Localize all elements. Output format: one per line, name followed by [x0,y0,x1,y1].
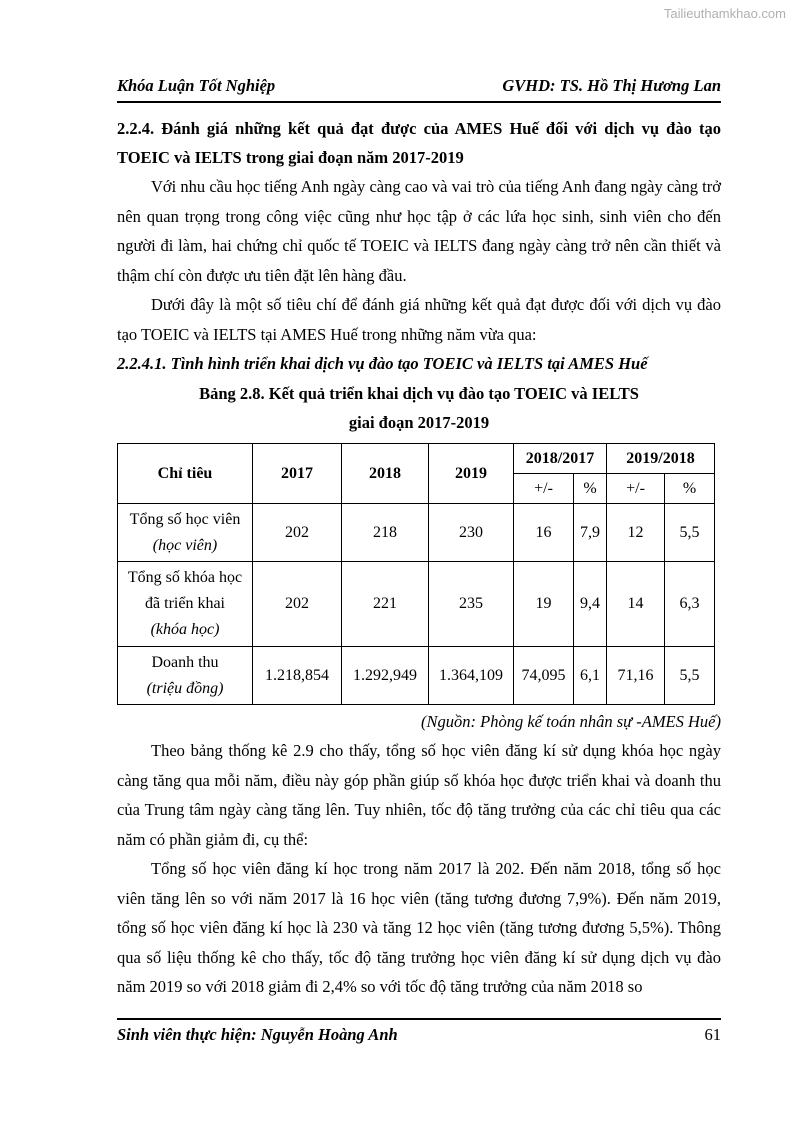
th-2019-2018: 2019/2018 [607,444,715,474]
cell-diff-1: 74,095 [514,647,574,705]
cell-2018: 1.292,949 [342,647,429,705]
table-row [118,647,715,705]
cell-pct-2: 5,5 [665,504,715,562]
cell-2018: 218 [342,504,429,562]
table-title-line2: giai đoạn 2017-2019 [348,413,490,432]
cell-2018: 221 [342,562,429,647]
th-2018: 2018 [342,444,429,504]
paragraph-1: Với nhu cầu học tiếng Anh ngày càng cao và vai trò của tiếng Anh đang ngày càng trở nên quan trọng trong công việc cũng như học tập ở các lứa học sinh, sinh viên cho đến người đi làm, hai chứng chỉ quốc tế TOEIC và IELTS đang ngày càng trở nên cần thiết và thậm chí còn được ưu tiên đặt lên hàng đầu. [117,177,721,285]
row-unit: (triệu đồng) [146,679,224,697]
cell-2017: 202 [253,504,342,562]
cell-pct-1: 9,4 [574,562,607,647]
table-title-line1: Bảng 2.8. Kết quả triển khai dịch vụ đào tạo TOEIC và IELTS [199,384,639,403]
cell-2017: 1.218,854 [253,647,342,705]
th-pm-2: +/- [607,474,665,504]
th-2018-2017: 2018/2017 [514,444,607,474]
cell-diff-1: 19 [514,562,574,647]
header-left: Khóa Luận Tốt Nghiệp [117,76,276,95]
table-row [118,562,715,647]
header-right: GVHD: TS. Hồ Thị Hương Lan [502,76,721,95]
row-name: Doanh thu [151,653,219,671]
footer-student: Sinh viên thực hiện: Nguyễn Hoàng Anh [117,1025,398,1044]
th-2019: 2019 [429,444,514,504]
cell-pct-2: 5,5 [665,647,715,705]
page-header [117,76,721,100]
table-source: (Nguồn: Phòng kế toán nhân sự -AMES Huế) [421,712,721,731]
table-header-row [118,444,715,474]
cell-pct-1: 6,1 [574,647,607,705]
paragraph-2: Dưới đây là một số tiêu chí để đánh giá những kết quả đạt được đối với dịch vụ đào tạo TOEIC và IELTS tại AMES Huế trong những năm vừa qua: [117,295,721,344]
row-name: Tổng số học viên [129,510,241,528]
cell-2019: 1.364,109 [429,647,514,705]
cell-diff-2: 12 [607,504,665,562]
row-unit: (khóa học) [150,621,220,638]
section-heading-line1: 2.2.4. Đánh giá những kết quả đạt được của AMES Huế đối với dịch vụ đào tạo [117,119,721,138]
paragraph-3: Theo bảng thống kê 2.9 cho thấy, tổng số học viên đăng kí sử dụng khóa học ngày càng tăng qua mỗi năm, điều này góp phần giúp số khóa học được triển khai và doanh thu của Trung tâm ngày càng tăng lên. Tuy nhiên, tốc độ tăng trưởng của các chỉ tiêu qua các năm có phần giảm đi, cụ thể: [117,741,721,849]
cell-2017: 202 [253,562,342,647]
cell-2019: 235 [429,562,514,647]
cell-diff-2: 14 [607,562,665,647]
results-table [117,443,715,705]
row-name: Tổng số khóa học [127,569,243,586]
paragraph-4: Tổng số học viên đăng kí học trong năm 2017 là 202. Đến năm 2018, tổng số học viên tăng lên so với năm 2017 là 16 học viên (tăng tương đương 7,9%). Đến năm 2019, tổng số học viên đăng kí học là 230 và tăng 12 học viên (tăng tương đương 5,5%). Thông qua số liệu thống kê cho thấy, tốc độ tăng trưởng học viên đăng kí sử dụng dịch vụ đào năm 2019 so với 2018 giảm đi 2,4% so với tốc độ tăng trưởng của năm 2018 so [117,859,721,997]
table-row [118,504,715,562]
th-pct-2: % [665,474,715,504]
section-heading-line2: TOEIC và IELTS trong giai đoạn năm 2017-2019 [117,148,464,167]
row-name-2: đã triển khai [145,595,225,612]
page-number: 61 [704,1025,721,1044]
th-indicator: Chỉ tiêu [118,444,253,504]
header-rule [117,101,721,103]
row-label [118,504,253,562]
cell-2019: 230 [429,504,514,562]
th-pct-1: % [574,474,607,504]
row-label [118,562,253,647]
cell-pct-1: 7,9 [574,504,607,562]
th-pm-1: +/- [514,474,574,504]
row-label [118,647,253,705]
row-unit: (học viên) [152,536,218,554]
cell-pct-2: 6,3 [665,562,715,647]
footer-rule [117,1018,721,1020]
cell-diff-2: 71,16 [607,647,665,705]
subheading: 2.2.4.1. Tình hình triển khai dịch vụ đào tạo TOEIC và IELTS tại AMES Huế [117,354,648,373]
th-2017: 2017 [253,444,342,504]
cell-diff-1: 16 [514,504,574,562]
watermark: Tailieuthamkhao.com [663,6,786,21]
